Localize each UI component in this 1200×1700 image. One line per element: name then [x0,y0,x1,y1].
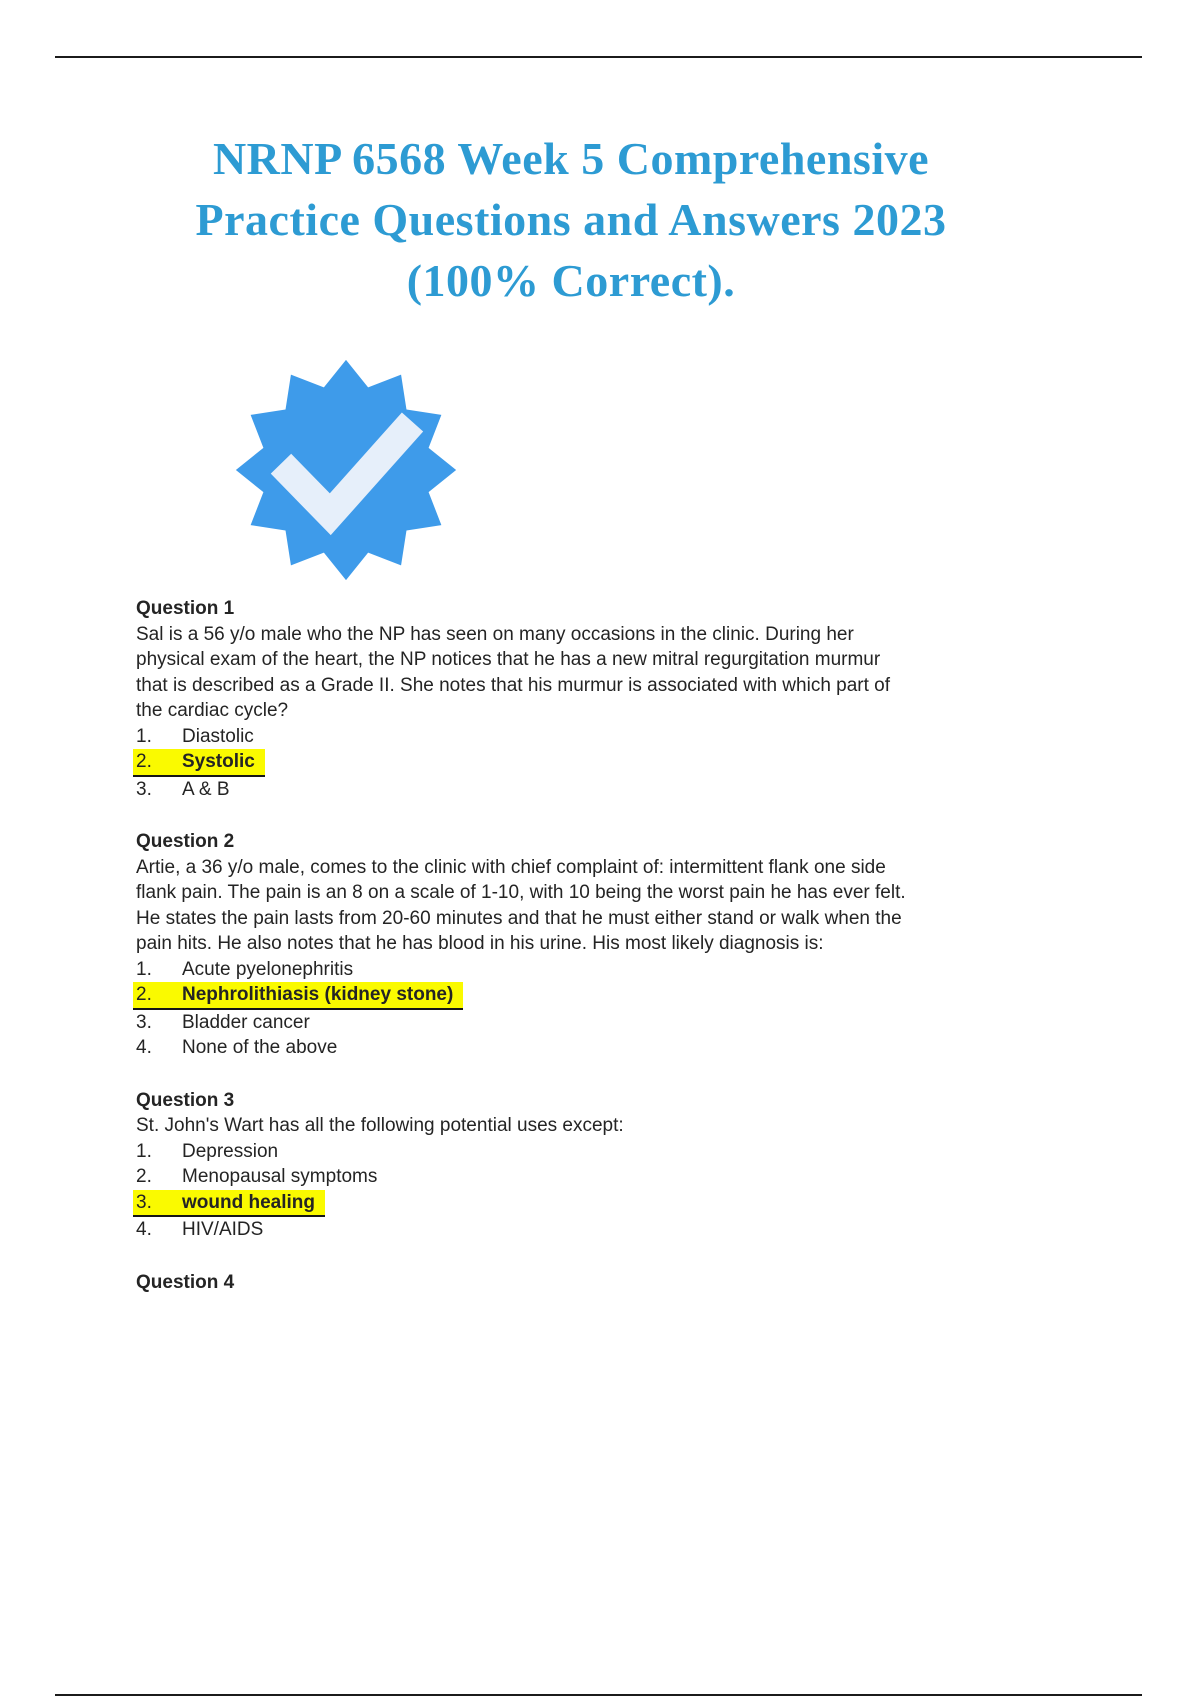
question-heading: Question 1 [136,598,235,619]
option-number: 4. [136,1037,152,1058]
question-body-line: He states the pain lasts from 20-60 minutes and that he must either stand or walk when the [136,907,902,929]
question-body-line: that is described as a Grade II. She notes that his murmur is associated with which part of [136,674,891,696]
option-number: 2. [136,1166,152,1187]
answer-option [136,957,1010,983]
option-number: 2. [136,984,152,1005]
option-label: Nephrolithiasis (kidney stone) [182,984,454,1005]
question-block [136,1088,1010,1243]
document-title [134,128,1008,311]
answer-option [136,724,1010,750]
title-line: Practice Questions and Answers 2023 [195,194,947,245]
option-content [136,1035,347,1061]
question-heading: Question 4 [136,1271,235,1293]
question-body-line: the cardiac cycle? [136,700,289,721]
option-content [136,777,240,803]
option-label: A & B [182,778,230,800]
option-number: 3. [136,778,152,800]
question-body-line: Artie, a 36 y/o male, comes to the clinic with chief complaint of: intermittent flank one side [136,856,886,878]
answer-option [136,1190,1010,1218]
question-block [136,596,1010,802]
option-label: Menopausal symptoms [182,1166,378,1187]
question-body [136,622,1010,724]
option-number: 1. [136,958,152,980]
option-number: 1. [136,1140,152,1162]
answer-option [136,749,1010,777]
question-options [136,1139,1010,1243]
option-label: None of the above [182,1037,338,1058]
option-number: 4. [136,1219,152,1240]
option-label: HIV/AIDS [182,1219,264,1240]
question-body-line: physical exam of the heart, the NP notices that he has a new mitral regurgitation murmur [136,649,881,670]
correct-answer-highlight [133,1190,325,1218]
answer-option [136,777,1010,803]
option-content [136,1010,320,1036]
option-label: Bladder cancer [182,1011,310,1033]
option-label: Diastolic [182,725,254,747]
question-block [136,829,1010,1061]
question-options [136,957,1010,1061]
question-body-line: Sal is a 56 y/o male who the NP has seen on many occasions in the clinic. During her [136,623,854,645]
title-line: NRNP 6568 Week 5 Comprehensive [212,133,930,184]
question-heading: Question 2 [136,831,235,852]
option-content [136,957,363,983]
question-body-line: pain hits. He also notes that he has blood in his urine. His most likely diagnosis is: [136,933,824,954]
question-options [136,724,1010,803]
option-number: 1. [136,725,152,747]
bottom-divider-line [55,1694,1142,1696]
option-content [136,1217,273,1243]
correct-answer-highlight [133,749,265,777]
verified-check-badge-icon [228,352,464,588]
option-label: Systolic [182,751,255,772]
questions [136,596,1010,1322]
top-divider-line [55,56,1142,58]
option-label: wound healing [182,1191,315,1213]
answer-option [136,1164,1010,1190]
title-line: (100% Correct). [406,255,736,306]
option-content [136,1139,288,1165]
question-body [136,1113,1010,1139]
answer-option [136,1010,1010,1036]
question-body [136,855,1010,957]
option-number: 3. [136,1191,152,1213]
answer-option [136,1217,1010,1243]
option-content [136,1164,387,1190]
option-number: 2. [136,751,152,772]
answer-option [136,982,1010,1010]
question-body-line: flank pain. The pain is an 8 on a scale of 1-10, with 10 being the worst pain he has ever felt. [136,882,906,903]
question-block [136,1270,1010,1296]
option-content [136,724,264,750]
option-label: Depression [182,1140,279,1162]
option-label: Acute pyelonephritis [182,958,354,980]
answer-option [136,1035,1010,1061]
question-heading: Question 3 [136,1089,235,1111]
option-number: 3. [136,1011,152,1033]
question-body-line: St. John's Wart has all the following potential uses except: [136,1115,624,1136]
answer-option [136,1139,1010,1165]
correct-answer-highlight [133,982,463,1010]
